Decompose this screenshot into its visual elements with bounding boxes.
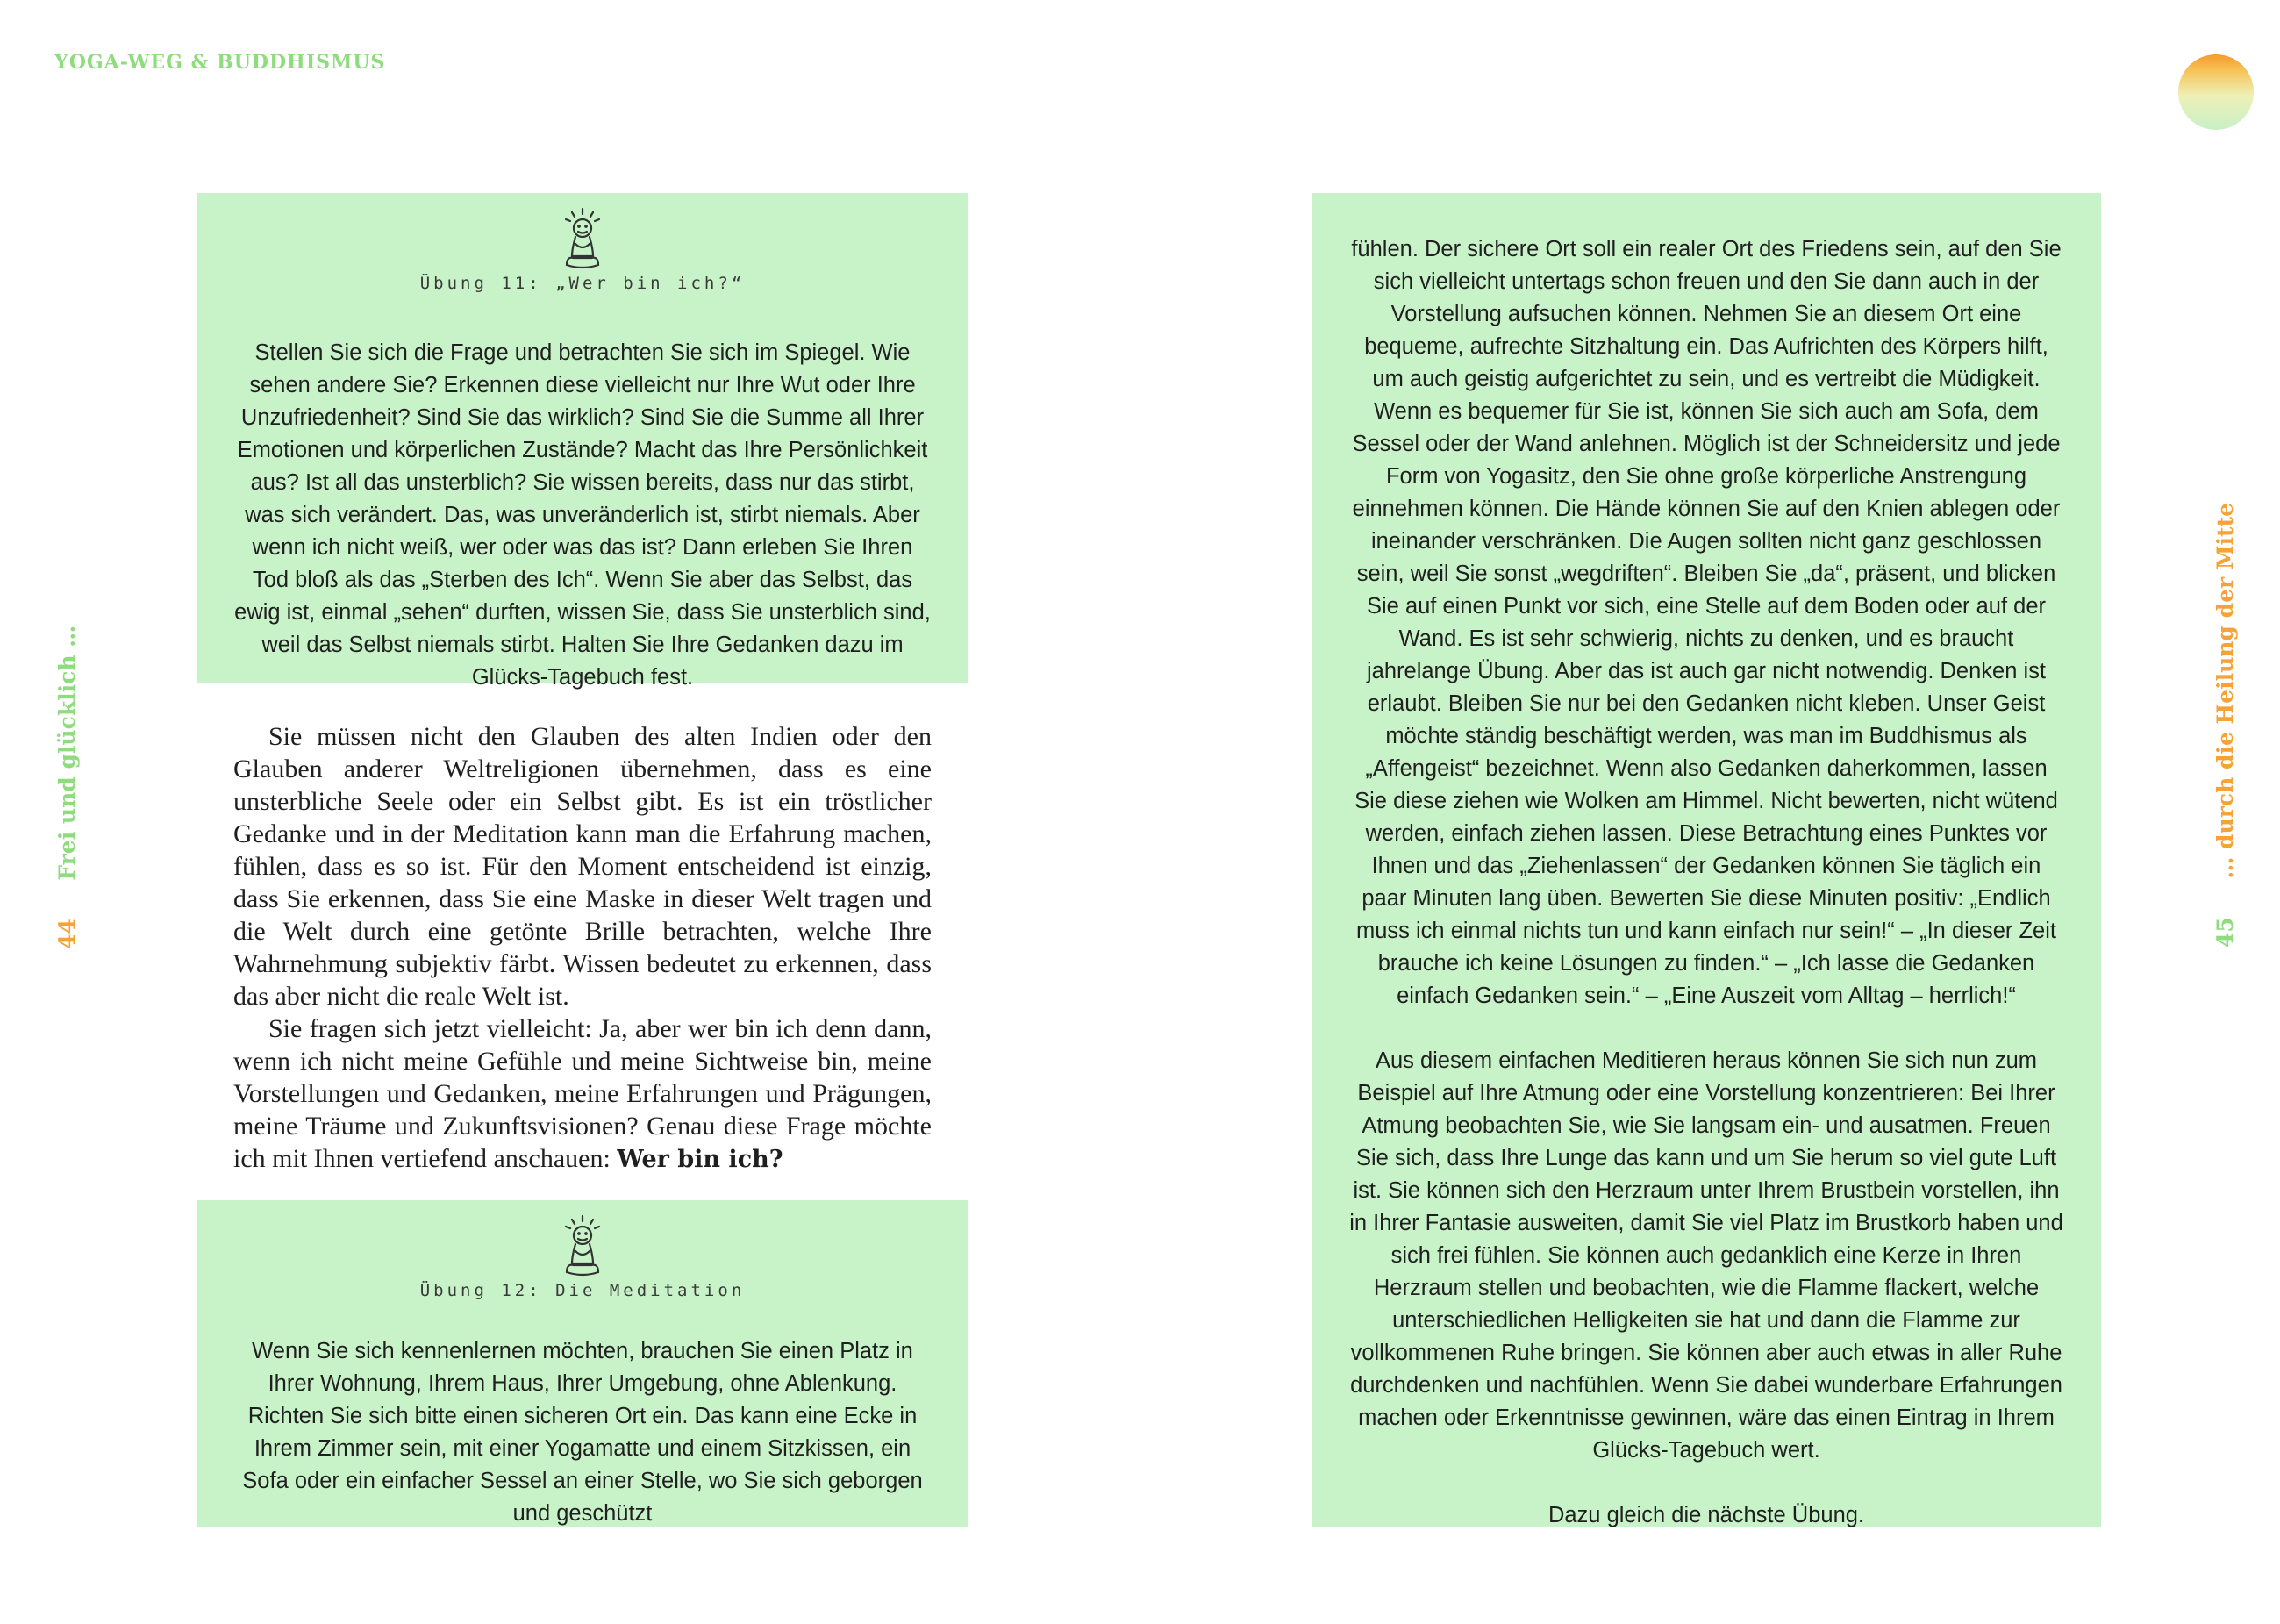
- continuation-text: [1347, 233, 2066, 1532]
- left-margin-label: [54, 626, 80, 949]
- body-paragraph-2: [233, 1012, 932, 1176]
- continuation-paragraph-3: Dazu gleich die nächste Übung.: [1547, 1503, 1865, 1527]
- page-number-right: 45: [2212, 917, 2238, 948]
- exercise-12-text: Wenn Sie sich kennenlernen möchten, brauchen Sie einen Platz in Ihrer Wohnung, Ihrem Haus, Ihrer Umgebung, ohne Ablenkung. Richten Sie sich bitte einen sicheren Ort ein. Das kann eine Ecke in Ihrem Zimmer sein, mit einer Yogamatte und einem Sitzkissen, ein Sofa oder ein einfacher Sessel an einer Stelle, wo Sie sich geborgen und geschützt: [242, 1339, 923, 1526]
- body-paragraph-2-text: Sie fragen sich jetzt vielleicht: Ja, aber wer bin ich denn dann, wenn ich nicht meine Gefühle und meine Sichtweise bin, meine Vorstellungen und Gedanken, meine Erfahrungen und Prägungen, meine Träume und Zukunftsvisionen? Genau diese Frage möchte ich mit Ihnen vertiefend anschauen:: [233, 1014, 932, 1173]
- sun-icon: [2178, 54, 2254, 130]
- exercise-12-title: Übung 12: Die Meditation: [419, 1281, 746, 1300]
- continuation-paragraph-1: fühlen. Der sichere Ort soll ein realer Ort des Friedens sein, auf den Sie sich vielleicht untertags schon freuen und den Sie dann auch in der Vorstellung aufsuchen können. Nehmen Sie an diesem Ort eine bequeme, aufrechte Sitzhaltung ein. Das Aufrichten des Körpers hilft, um auch geistig aufgerichtet zu sein, und es vertreibt die Müdigkeit. Wenn es bequemer für Sie ist, können Sie sich auch am Sofa, dem Sessel oder der Wand anlehnen. Möglich ist der Schneidersitz und jede Form von Yogasitz, den Sie ohne große körperliche Anstrengung einnehmen können. Die Hände können Sie auf den Knien ablegen oder ineinander verschränken. Die Augen sollten nicht ganz geschlossen sein, weil Sie sonst „wegdriften“. Bleiben Sie „da“, präsent, und blicken Sie auf einen Punkt vor sich, eine Stelle auf dem Boden oder auf der Wand. Es ist sehr schwierig, nichts zu denken, und es braucht jahrelange Übung. Aber das ist auch gar nicht notwendig. Denken ist erlaubt. Bleiben Sie nur bei den Gedanken nicht kleben. Unser Geist möchte ständig beschäftigt werden, was man im Buddhismus als „Affengeist“ bezeichnet. Wenn also Gedanken daherkommen, lassen Sie diese ziehen wie Wolken am Himmel. Nicht bewerten, nicht wütend werden, einfach ziehen lassen. Diese Betrachtung eines Punktes vor Ihnen und das „Ziehenlassen“ der Gedanken können Sie täglich ein paar Minuten lang üben. Bewerten Sie diese Minuten positiv: „Endlich muss ich einmal nichts tun und kann einfach nur sein!“ – „In dieser Zeit brauche ich keine Lösungen zu finden.“ – „Ich lasse die Gedanken einfach Gedanken sein.“ – „Eine Auszeit vom Alltag – herrlich!“: [1351, 237, 2062, 1008]
- exercise-11-text: Stellen Sie sich die Frage und betrachten Sie sich im Spiegel. Wie sehen andere Sie? Erkennen diese vielleicht nur Ihre Wut oder Ihre Unzufriedenheit? Sind Sie das wirklich? Sind Sie die Summe all Ihrer Emotionen und körperlichen Zustände? Macht das Ihre Persönlichkeit aus? Ist all das unsterblich? Sie wissen bereits, dass nur das stirbt, was sich verändert. Das, was unveränderlich ist, stirbt niemals. Aber wenn ich nicht weiß, wer oder was das ist? Dann erleben Sie Ihren Tod bloß als das „Sterben des Ich“. Wenn Sie aber das Selbst, das ewig ist, einmal „sehen“ durften, wissen Sie, dass Sie unsterblich sind, weil das Selbst niemals stirbt. Halten Sie Ihre Gedanken dazu im Glücks-Tagebuch fest.: [234, 340, 931, 690]
- right-margin-label: [2212, 503, 2238, 948]
- body-text: [233, 720, 932, 1176]
- meditating-figure-icon: [560, 207, 605, 272]
- exercise-12-continuation-box: [1312, 193, 2101, 1527]
- section-title-left: Frei und glücklich …: [54, 625, 80, 881]
- running-header: YOGA-WEG & BUDDHISMUS: [54, 51, 386, 74]
- page-number-left: 44: [54, 919, 80, 949]
- exercise-12-box: [197, 1200, 968, 1527]
- body-paragraph-1: Sie müssen nicht den Glauben des alten Indien oder den Glauben anderer Weltreligionen übernehmen, dass es eine unsterbliche Seele oder ein Selbst gibt. Es ist ein tröstlicher Gedanke und in der Meditation kann man die Erfahrung machen, fühlen, dass es so ist. Für den Moment entscheidend ist einzig, dass Sie erkennen, dass Sie eine Maske in dieser Welt tragen und die Welt durch eine getönte Brille betrachten, welche Ihre Wahrnehmung subjektiv färbt. Wissen bedeutet zu erkennen, dass das aber nicht die reale Welt ist.: [233, 722, 932, 1011]
- meditating-figure-icon: [560, 1214, 605, 1279]
- section-title-right: … durch die Heilung der Mitte: [2212, 502, 2238, 879]
- body-emphasis: Wer bin ich?: [617, 1146, 783, 1173]
- continuation-paragraph-2: Aus diesem einfachen Meditieren heraus können Sie sich nun zum Beispiel auf Ihre Atmung oder eine Vorstellung konzentrieren: Bei Ihrer Atmung beobachten Sie, wie Sie langsam ein- und ausatmen. Freuen Sie sich, dass Ihre Lunge das kann und um Sie herum so viel gute Luft ist. Sie können sich den Herzraum unter Ihrem Brustbein vorstellen, ihn in Ihrer Fantasie ausweiten, damit Sie viel Platz im Brustkorb haben und sich frei fühlen. Sie können auch gedanklich eine Kerze in Ihren Herzraum stellen und beobachten, wie die Flamme flackert, welche unterschiedlichen Helligkeiten sie hat und dann die Flamme zur vollkommenen Ruhe bringen. Sie können aber auch etwas in aller Ruhe durchdenken und nachfühlen. Wenn Sie dabei wunderbare Erfahrungen machen oder Erkenntnisse gewinnen, wäre das einen Eintrag in Ihrem Glücks-Tagebuch wert.: [1349, 1048, 2063, 1463]
- exercise-11-box: [197, 193, 968, 690]
- exercise-11-title: Übung 11: „Wer bin ich?“: [419, 274, 746, 293]
